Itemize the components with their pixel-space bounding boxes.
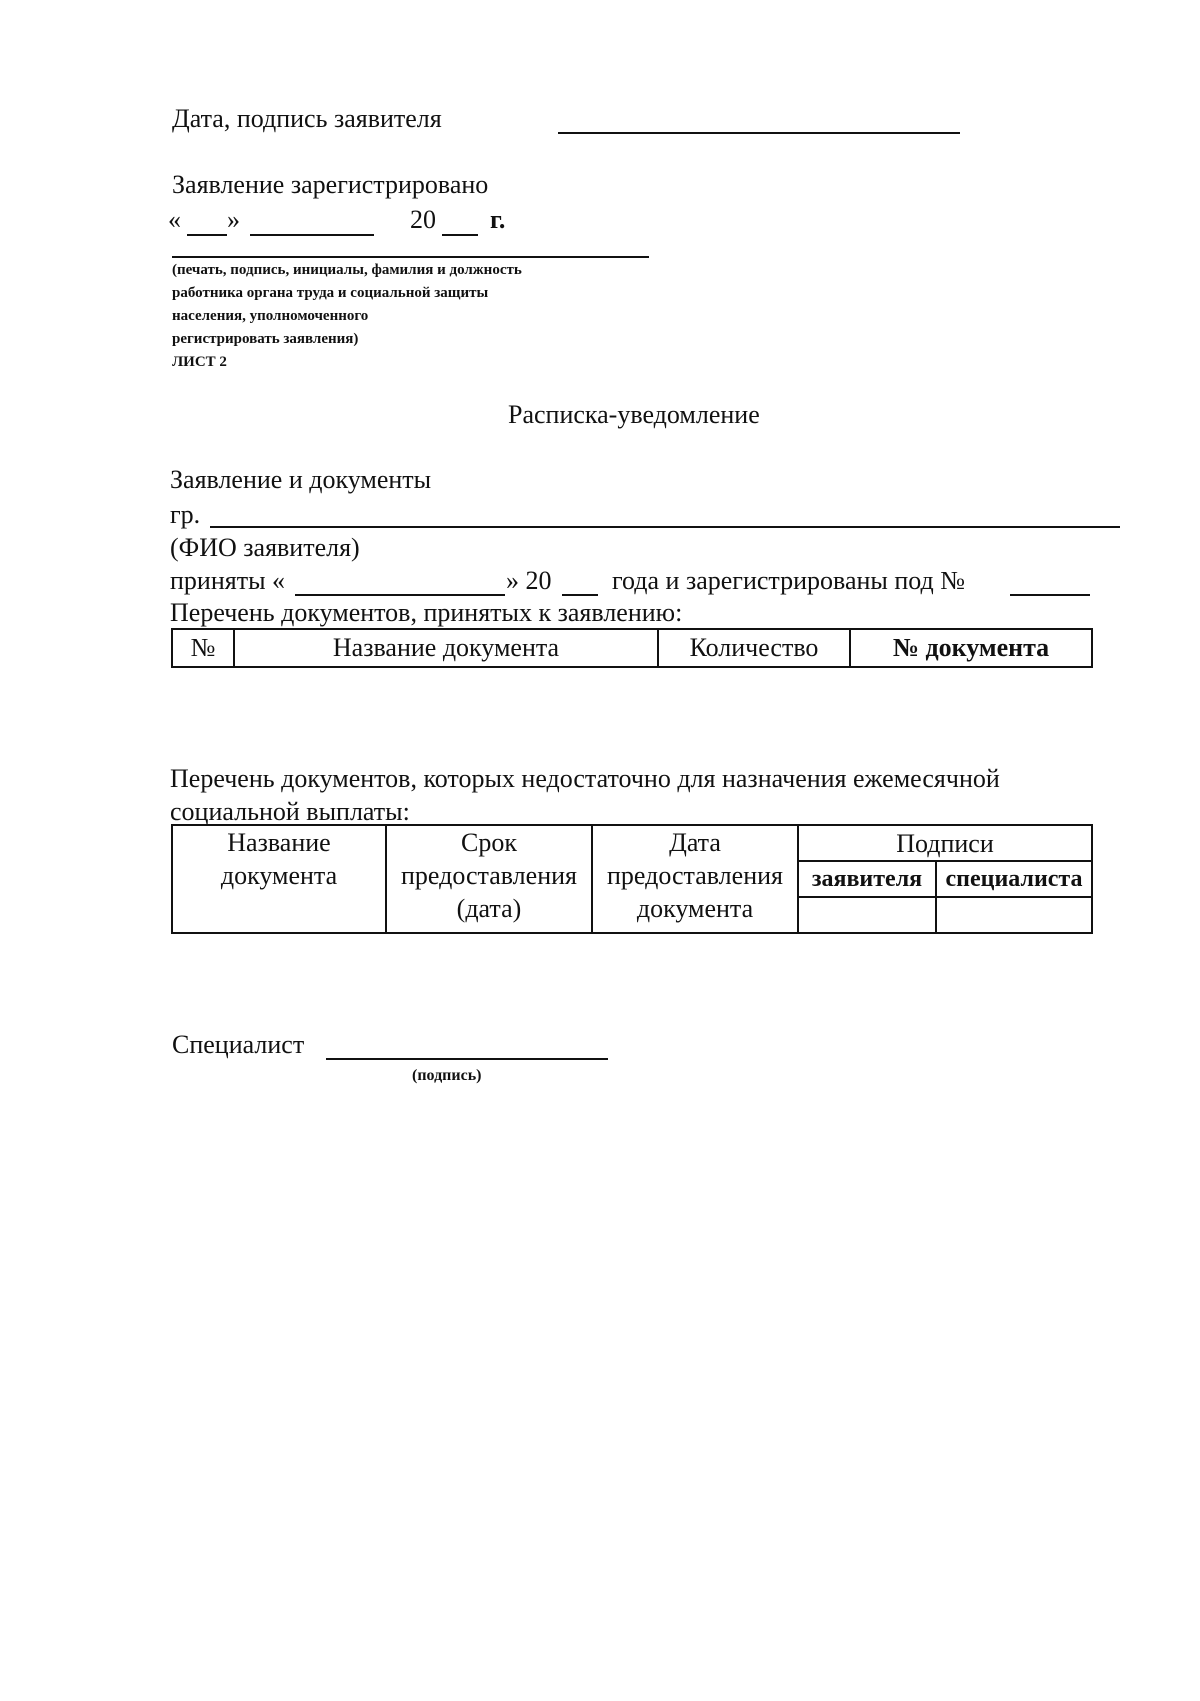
col-name-line: документа: [220, 861, 338, 890]
col-signatures: Подписи: [798, 825, 1092, 861]
col-date-line: Дата: [669, 828, 721, 857]
applicant-signature-cell[interactable]: [798, 897, 936, 933]
quote-open: «: [168, 205, 181, 234]
col-document-number: № документа: [850, 629, 1092, 667]
insufficient-documents-table: [171, 824, 1093, 934]
date-signature-label: Дата, подпись заявителя: [172, 104, 442, 133]
insufficient-text: [170, 762, 1000, 828]
month-blank[interactable]: [250, 234, 374, 236]
accepted-mid: » 20: [506, 566, 552, 595]
signature-hint: (подпись): [412, 1067, 482, 1084]
col-quantity: Количество: [658, 629, 850, 667]
col-name-line: Название: [227, 828, 331, 857]
col-specialist: специалиста: [936, 861, 1092, 897]
official-note: [172, 259, 522, 374]
citizen-name-line[interactable]: [210, 526, 1120, 528]
col-term: [386, 825, 592, 933]
quote-close: »: [227, 205, 240, 234]
accepted-list-label: Перечень документов, принятых к заявлению:: [170, 598, 683, 627]
col-name: [172, 825, 386, 933]
note-line: регистрировать заявления): [172, 331, 359, 347]
col-term-line: Срок: [461, 828, 517, 857]
insufficient-line-1: Перечень документов, которых недостаточно для назначения ежемесячной: [170, 764, 1000, 793]
receipt-title: Расписка-уведомление: [508, 400, 760, 429]
col-term-line: предоставления: [401, 861, 577, 890]
citizen-prefix: гр.: [170, 500, 201, 529]
col-document-name: Название документа: [234, 629, 658, 667]
official-signature-line[interactable]: [172, 256, 649, 258]
year-prefix: 20: [410, 205, 436, 234]
accepted-suffix: года и зарегистрированы под №: [612, 566, 966, 595]
col-date-line: документа: [636, 894, 754, 923]
specialist-label: Специалист: [172, 1030, 305, 1059]
docs-label: Заявление и документы: [170, 465, 432, 494]
col-date: [592, 825, 798, 933]
registered-label: Заявление зарегистрировано: [172, 170, 489, 199]
col-date-line: предоставления: [607, 861, 783, 890]
sheet-label: ЛИСТ 2: [172, 354, 227, 370]
col-number: №: [172, 629, 234, 667]
col-term-line: (дата): [456, 894, 522, 923]
accepted-date-blank[interactable]: [295, 594, 505, 596]
year-suffix: г.: [490, 205, 506, 234]
accepted-documents-table: [171, 628, 1093, 668]
fio-label: (ФИО заявителя): [170, 533, 360, 562]
accepted-prefix: приняты «: [170, 566, 286, 595]
year-blank[interactable]: [442, 234, 478, 236]
note-line: населения, уполномоченного: [172, 308, 369, 324]
table-header-row: [172, 825, 1092, 861]
table-header-row: [172, 629, 1092, 667]
date-signature-line[interactable]: [558, 132, 960, 134]
col-applicant: заявителя: [798, 861, 936, 897]
insufficient-line-2: социальной выплаты:: [170, 797, 410, 826]
accepted-year-blank[interactable]: [562, 594, 598, 596]
specialist-signature-line[interactable]: [326, 1058, 608, 1060]
registration-number-blank[interactable]: [1010, 594, 1090, 596]
specialist-signature-cell[interactable]: [936, 897, 1092, 933]
note-line: (печать, подпись, инициалы, фамилия и должность: [172, 262, 522, 278]
day-blank[interactable]: [187, 234, 227, 236]
note-line: работника органа труда и социальной защиты: [172, 285, 489, 301]
